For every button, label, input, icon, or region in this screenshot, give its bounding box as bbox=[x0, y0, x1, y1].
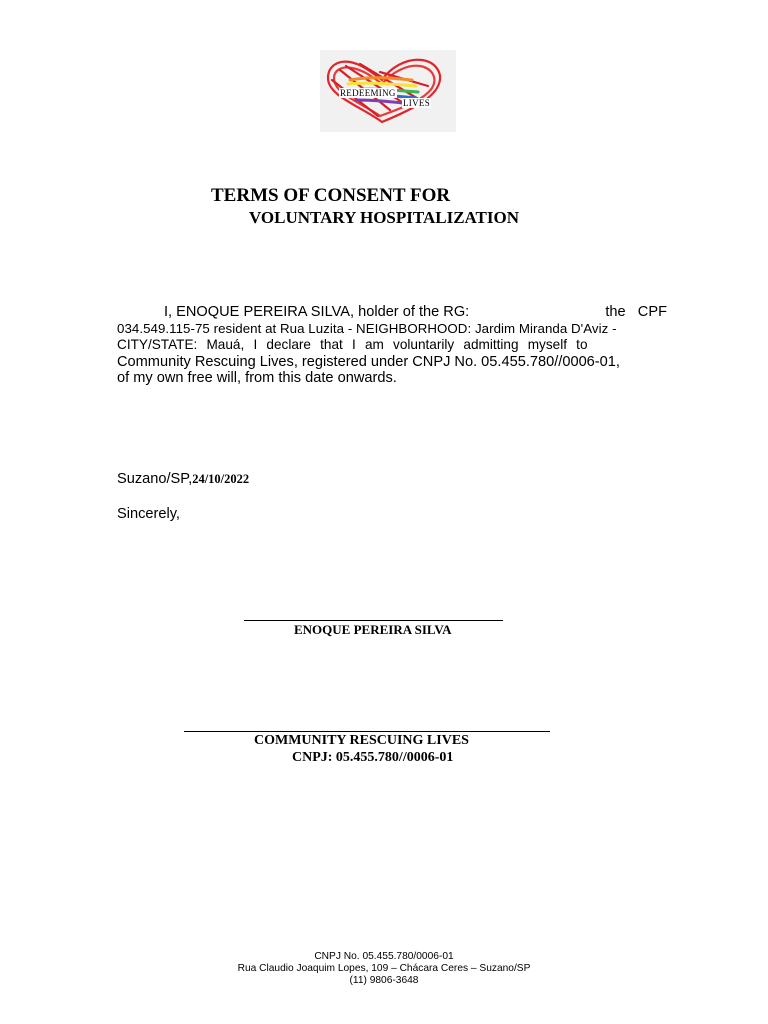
paragraph-line bbox=[117, 304, 667, 321]
paragraph-line1-right: the CPF bbox=[605, 304, 667, 320]
signature-name-community: COMMUNITY RESCUING LIVES bbox=[254, 733, 469, 748]
footer-phone: (11) 9806-3648 bbox=[349, 975, 419, 987]
logo-text-redeeming: REDEEMING bbox=[340, 88, 396, 98]
date-text: 24/10/2022 bbox=[192, 472, 250, 486]
signature-cnpj: CNPJ: 05.455.780//0006-01 bbox=[292, 750, 454, 765]
closing-text: Sincerely, bbox=[117, 506, 180, 522]
logo-text-lives: LIVES bbox=[403, 98, 430, 108]
document-title-line1: TERMS OF CONSENT FOR bbox=[211, 185, 451, 206]
document-title-line2: VOLUNTARY HOSPITALIZATION bbox=[249, 208, 519, 227]
paragraph-line5: of my own free will, from this date onwards. bbox=[117, 370, 397, 386]
place-date bbox=[117, 471, 249, 487]
signature-name-patient: ENOQUE PEREIRA SILVA bbox=[294, 622, 452, 637]
footer-cnpj: CNPJ No. 05.455.780/0006-01 bbox=[314, 951, 454, 962]
signature-line-patient bbox=[244, 620, 503, 621]
place-text: Suzano/SP, bbox=[117, 471, 193, 487]
logo bbox=[320, 50, 456, 132]
paragraph-line1-left: I, ENOQUE PEREIRA SILVA, holder of the RG: bbox=[164, 304, 470, 320]
paragraph-line2: 034.549.115-75 resident at Rua Luzita - NEIGHBORHOOD: Jardim Miranda D'Aviz - bbox=[117, 320, 617, 336]
footer bbox=[0, 951, 768, 988]
paragraph-line4: Community Rescuing Lives, registered under CNPJ No. 05.455.780//0006-01, bbox=[117, 353, 620, 370]
signature-line-community bbox=[184, 731, 550, 732]
footer-address: Rua Claudio Joaquim Lopes, 109 – Chácara Ceres – Suzano/SP bbox=[237, 963, 531, 975]
paragraph-line3: CITY/STATE: Mauá, I declare that I am voluntarily admitting myself to bbox=[117, 337, 588, 352]
consent-paragraph bbox=[117, 304, 667, 387]
